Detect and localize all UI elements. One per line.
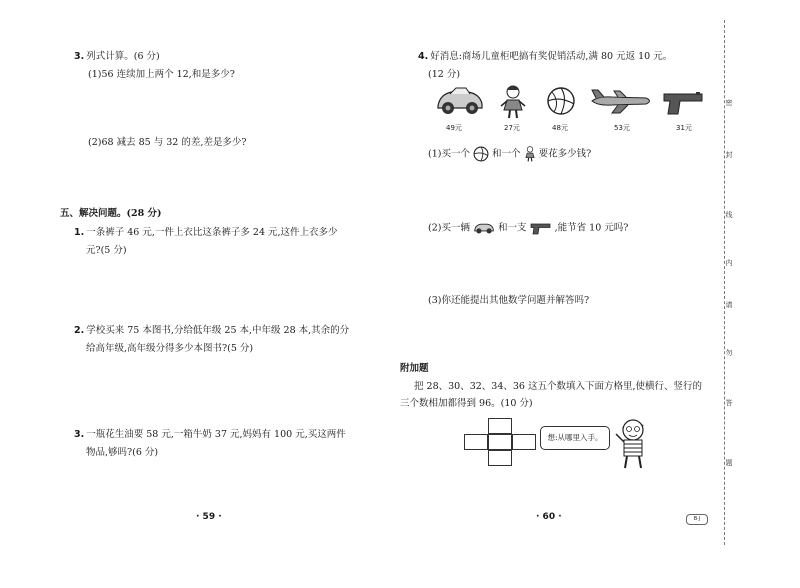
q4-line1: 4. 好消息:商场儿童柜吧搞有奖促销活动,满 80 元返 10 元。 [418, 51, 673, 62]
q3-title: 3. 列式计算。(6 分) [74, 51, 160, 62]
boy-cartoon-icon [612, 414, 652, 470]
doll-icon [524, 145, 536, 163]
grid-cell-left[interactable] [464, 434, 488, 450]
toy-gun-icon [530, 222, 552, 235]
s5-problem2-line2: 给高年级,高年级分得多少本图书?(5 分) [86, 343, 254, 354]
binding-char: 线 [725, 211, 733, 219]
s5-problem2-line1: 2. 学校买来 75 本图书,分给低年级 25 本,中年级 28 本,其余的分 [74, 325, 350, 336]
binding-char: 答 [725, 399, 733, 407]
section5-title: 五、解决问题。(28 分) [60, 208, 162, 219]
bonus-line2: 三个数相加都得到 96。(10 分) [400, 398, 533, 409]
price-plane: 53元 [614, 124, 630, 132]
q4-sub2: (2)买一辆 和一支 ,能节省 10 元吗? [428, 222, 629, 234]
binding-char: 请 [725, 301, 733, 309]
price-car: 49元 [446, 124, 462, 132]
volleyball-icon [473, 146, 489, 162]
grid-cell-center[interactable] [488, 434, 512, 450]
thought-bubble: 想:从哪里入手。 [540, 426, 610, 450]
binding-char: 密 [725, 99, 733, 107]
price-ball: 48元 [552, 124, 568, 132]
binding-char: 内 [725, 259, 733, 267]
edition-badge: B·J [686, 514, 708, 525]
toy-car-icon [434, 86, 486, 116]
binding-char: 题 [725, 459, 733, 467]
q4-sub3: (3)你还能提出其他数学问题并解答吗? [428, 295, 590, 306]
s5-problem3-line2: 物品,够吗?(6 分) [86, 447, 159, 458]
grid-cell-top[interactable] [488, 418, 512, 434]
volleyball-icon [546, 86, 576, 116]
s5-problem3-line1: 3. 一瓶花生油要 58 元,一箱牛奶 37 元,妈妈有 100 元,买这两件 [74, 429, 346, 440]
binding-char: 封 [725, 151, 733, 159]
bonus-line1: 把 28、30、32、34、36 这五个数填入下面方格里,使横行、竖行的 [414, 381, 703, 392]
page-number-right: · 60 · [536, 512, 562, 522]
toy-gun-icon [662, 90, 706, 116]
s5-problem1-line1: 1. 一条裤子 46 元,一件上衣比这条裤子多 24 元,这件上衣多少 [74, 227, 338, 238]
q4-line2: (12 分) [428, 69, 461, 80]
q3-sub2: (2)68 减去 85 与 32 的差,差是多少? [88, 137, 247, 148]
binding-char: 勿 [725, 349, 733, 357]
doll-icon [500, 84, 526, 120]
q4-sub1: (1)买一个 和一个 要花多少钱? [428, 145, 591, 163]
grid-cell-right[interactable] [512, 434, 536, 450]
airplane-icon [588, 88, 654, 114]
q3-sub1: (1)56 连续加上两个 12,和是多少? [88, 69, 235, 80]
toy-car-icon [473, 221, 495, 235]
grid-cell-bottom[interactable] [488, 450, 512, 466]
bonus-title: 附加题 [400, 363, 429, 374]
s5-problem1-line2: 元?(5 分) [86, 245, 127, 256]
page-number-left: · 59 · [196, 512, 222, 522]
price-gun: 31元 [676, 124, 692, 132]
price-doll: 27元 [504, 124, 520, 132]
